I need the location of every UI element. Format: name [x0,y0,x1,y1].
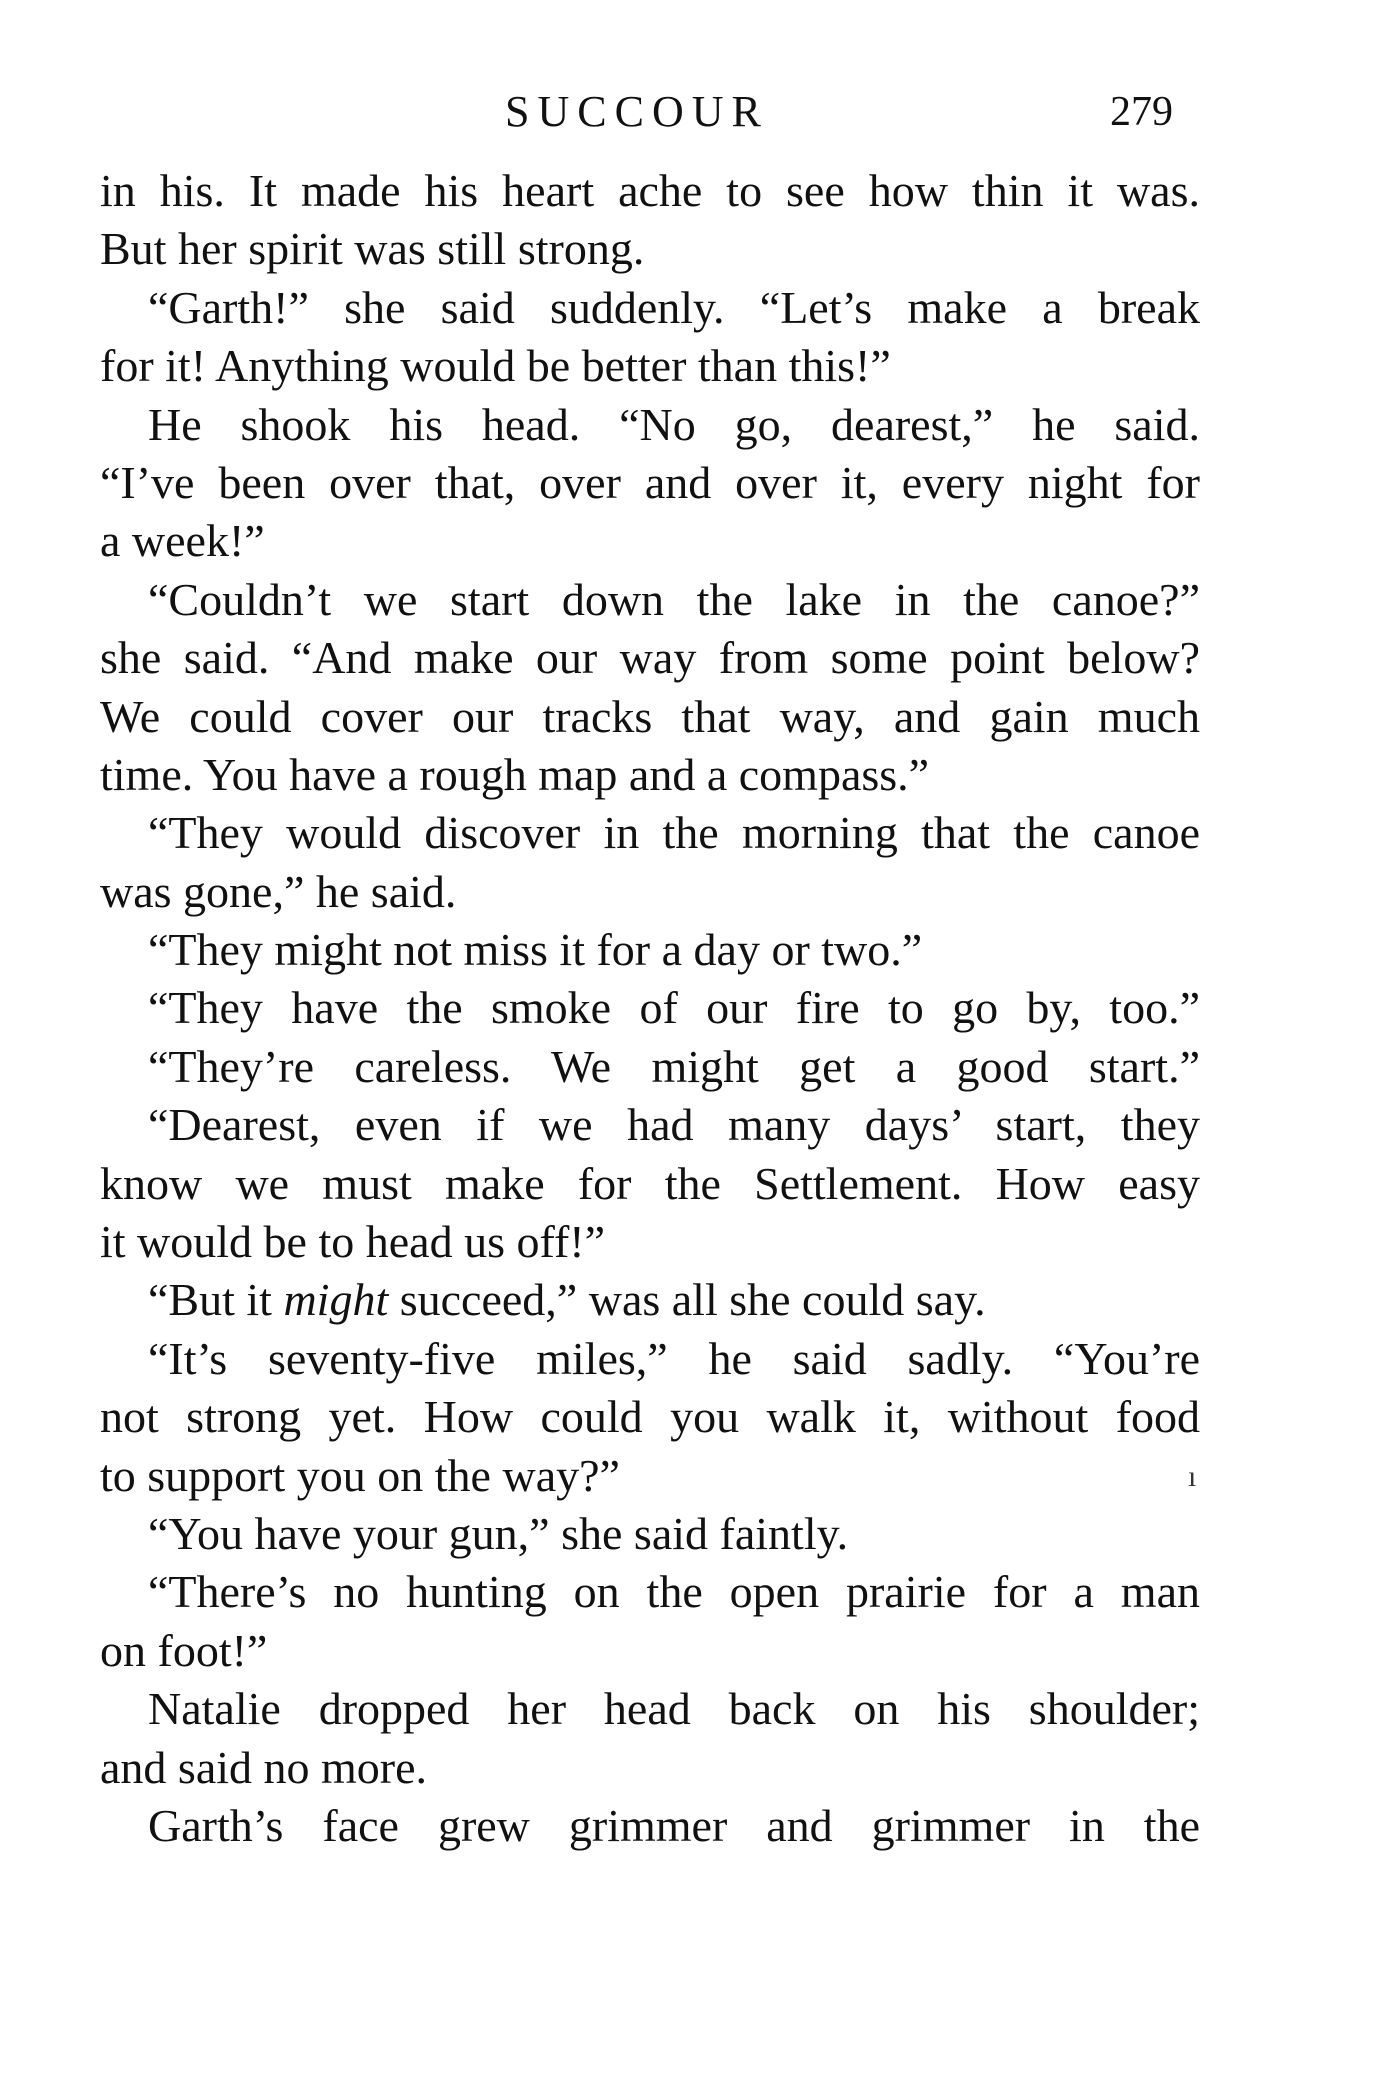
text-line: on foot!” [100,1624,268,1676]
italic-word: might [283,1274,389,1326]
text-line: “You have your gun,” she said faintly. [148,1507,849,1559]
text-line: “They might not miss it for a day or two.” [148,924,923,976]
text-fragment: “But it [148,1274,284,1326]
text-line: she said. “And make our way from some point below? [100,632,1200,684]
text-line: know we must make for the Settlement. How easy [100,1157,1200,1209]
text-line: “I’ve been over that, over and over it, every night for [100,456,1200,508]
text-line: Garth’s face grew grimmer and grimmer in the [148,1799,1200,1851]
text-line: But her spirit was still strong. [100,223,645,275]
text-line: We could cover our tracks that way, and gain much [100,690,1200,742]
text-line: Natalie dropped her head back on his shoulder; [148,1683,1200,1735]
text-line: for it! Anything would be better than this!” [100,340,891,392]
text-line: in his. It made his heart ache to see how thin it was. [100,165,1200,216]
text-line: a week!” [100,515,265,567]
text-line: “They’re careless. We might get a good start.” [148,1040,1200,1092]
page-header [100,82,1200,142]
text-line: it would be to head us off!” [100,1216,606,1268]
text-line: “There’s no hunting on the open prairie for a man [148,1566,1200,1618]
page-number: 279 [1110,89,1173,135]
text-line: “They would discover in the morning that the canoe [148,807,1200,859]
text-line: “Couldn’t we start down the lake in the canoe?” [148,573,1200,625]
text-line-with-italic [100,1271,1200,1329]
text-line: “Dearest, even if we had many days’ start, they [148,1099,1200,1151]
text-line: and said no more. [100,1741,428,1793]
text-line: not strong yet. How could you walk it, without food [100,1391,1200,1443]
text-line: time. You have a rough map and a compass.” [100,748,930,800]
text-line: to support you on the way?” [100,1449,620,1501]
body-text [100,162,1200,1855]
print-speck: ı [1188,1460,1197,1493]
text-line: He shook his head. “No go, dearest,” he said. [148,398,1200,450]
running-head: SUCCOUR [505,87,769,136]
text-line: was gone,” he said. [100,865,457,917]
text-fragment: succeed,” was all she could say. [388,1274,986,1326]
text-line: “Garth!” she said suddenly. “Let’s make a break [148,281,1200,333]
text-line: “They have the smoke of our fire to go by, too.” [148,982,1200,1034]
text-line: “It’s seventy-five miles,” he said sadly. “You’re [148,1332,1200,1384]
